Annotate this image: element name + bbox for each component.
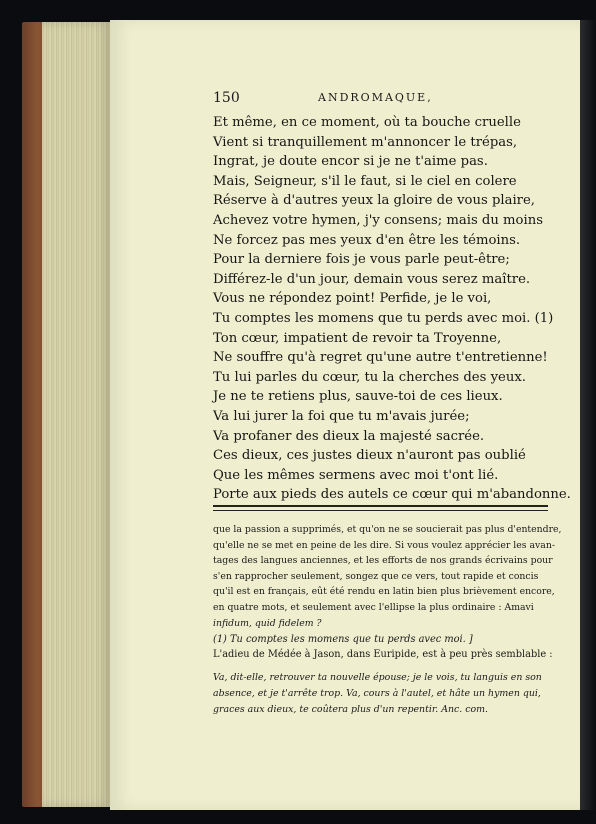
verse-block xyxy=(213,113,571,505)
verse-line: Pour la derniere fois je vous parle peut-être; xyxy=(213,252,510,268)
page-edges xyxy=(42,22,110,807)
page-shadow xyxy=(580,20,596,810)
footnote-continuation xyxy=(213,522,562,631)
verse-line: Réserve à d'autres yeux la gloire de vous plaire, xyxy=(213,193,535,209)
footnote-text: L'adieu de Médée à Jason, dans Euripide, est à peu près semblable : xyxy=(213,649,553,660)
footnote-line: qu'elle ne se met en peine de les dire. Si vous voulez apprécier les avan- xyxy=(213,539,555,551)
verse-line: Je ne te retiens plus, sauve-toi de ces lieux. xyxy=(213,389,503,405)
verse-line: Tu comptes les momens que tu perds avec moi. (1) xyxy=(213,310,554,326)
verse-line: Ingrat, je doute encor si je ne t'aime pas. xyxy=(213,154,488,170)
footnote-line: que la passion a supprimés, et qu'on ne se soucierait pas plus d'entendre, xyxy=(213,524,562,535)
page-header xyxy=(213,90,553,110)
verse-line: Ne souffre qu'à regret qu'une autre t'entretienne! xyxy=(213,350,548,366)
footnote-line: en quatre mots, et seulement avec l'ellipse la plus ordinaire : Amavi xyxy=(213,601,534,613)
verse-line: Différez-le d'un jour, demain vous serez maître. xyxy=(213,271,531,287)
verse-line: Va lui jurer la foi que tu m'avais jurée; xyxy=(213,408,470,424)
verse-line: Mais, Seigneur, s'il le faut, si le ciel en colere xyxy=(213,173,517,189)
verse-line: Porte aux pieds des autels ce cœur qui m'abandonne. xyxy=(213,487,571,503)
verse-line: Vient si tranquillement m'annoncer le trépas, xyxy=(213,134,518,150)
verse-line: Tu lui parles du cœur, tu la cherches des yeux. xyxy=(213,369,526,385)
footnote-line: qu'il est en français, eût été rendu en latin bien plus brièvement encore, xyxy=(213,586,555,598)
verse-line: Vous ne répondez point! Perfide, je le voi, xyxy=(213,291,492,307)
footnote-line: infidum, quid fidelem ? xyxy=(213,617,322,629)
quote-line: absence, et je t'arrête trop. Va, cours à l'autel, et hâte un hymen qui, xyxy=(213,688,541,699)
verse-line: Ne forcez pas mes yeux d'en être les témoins. xyxy=(213,232,521,248)
verse-line: Va profaner des dieux la majesté sacrée. xyxy=(213,428,485,444)
footnote-line: tages des langues anciennes, et les efforts de nos grands écrivains pour xyxy=(213,555,553,567)
footnote-1 xyxy=(213,632,558,662)
quote-line: Va, dit-elle, retrouver ta nouvelle épouse; je le vois, tu languis en son xyxy=(213,672,542,683)
divider-thick xyxy=(213,505,548,507)
footnote-quote xyxy=(213,670,558,718)
verse-line: Achevez votre hymen, j'y consens; mais du moins xyxy=(213,212,543,228)
footnote-line: s'en rapprocher seulement, songez que ce vers, tout rapide et concis xyxy=(213,570,539,582)
footnote-ref: (1) Tu comptes les momens que tu perds avec moi. ] xyxy=(213,634,473,645)
verse-line: Que les mêmes sermens avec moi t'ont lié. xyxy=(213,467,499,483)
verse-line: Ces dieux, ces justes dieux n'auront pas oublié xyxy=(213,448,526,464)
page-number: 150 xyxy=(213,90,240,106)
divider-thin xyxy=(213,510,548,511)
verse-line: Et même, en ce moment, où ta bouche cruelle xyxy=(213,115,521,130)
verse-line: Ton cœur, impatient de revoir ta Troyenne, xyxy=(213,330,502,346)
running-title: ANDROMAQUE, xyxy=(318,91,433,104)
quote-line: graces aux dieux, te coûtera plus d'un repentir. Anc. com. xyxy=(213,704,489,715)
